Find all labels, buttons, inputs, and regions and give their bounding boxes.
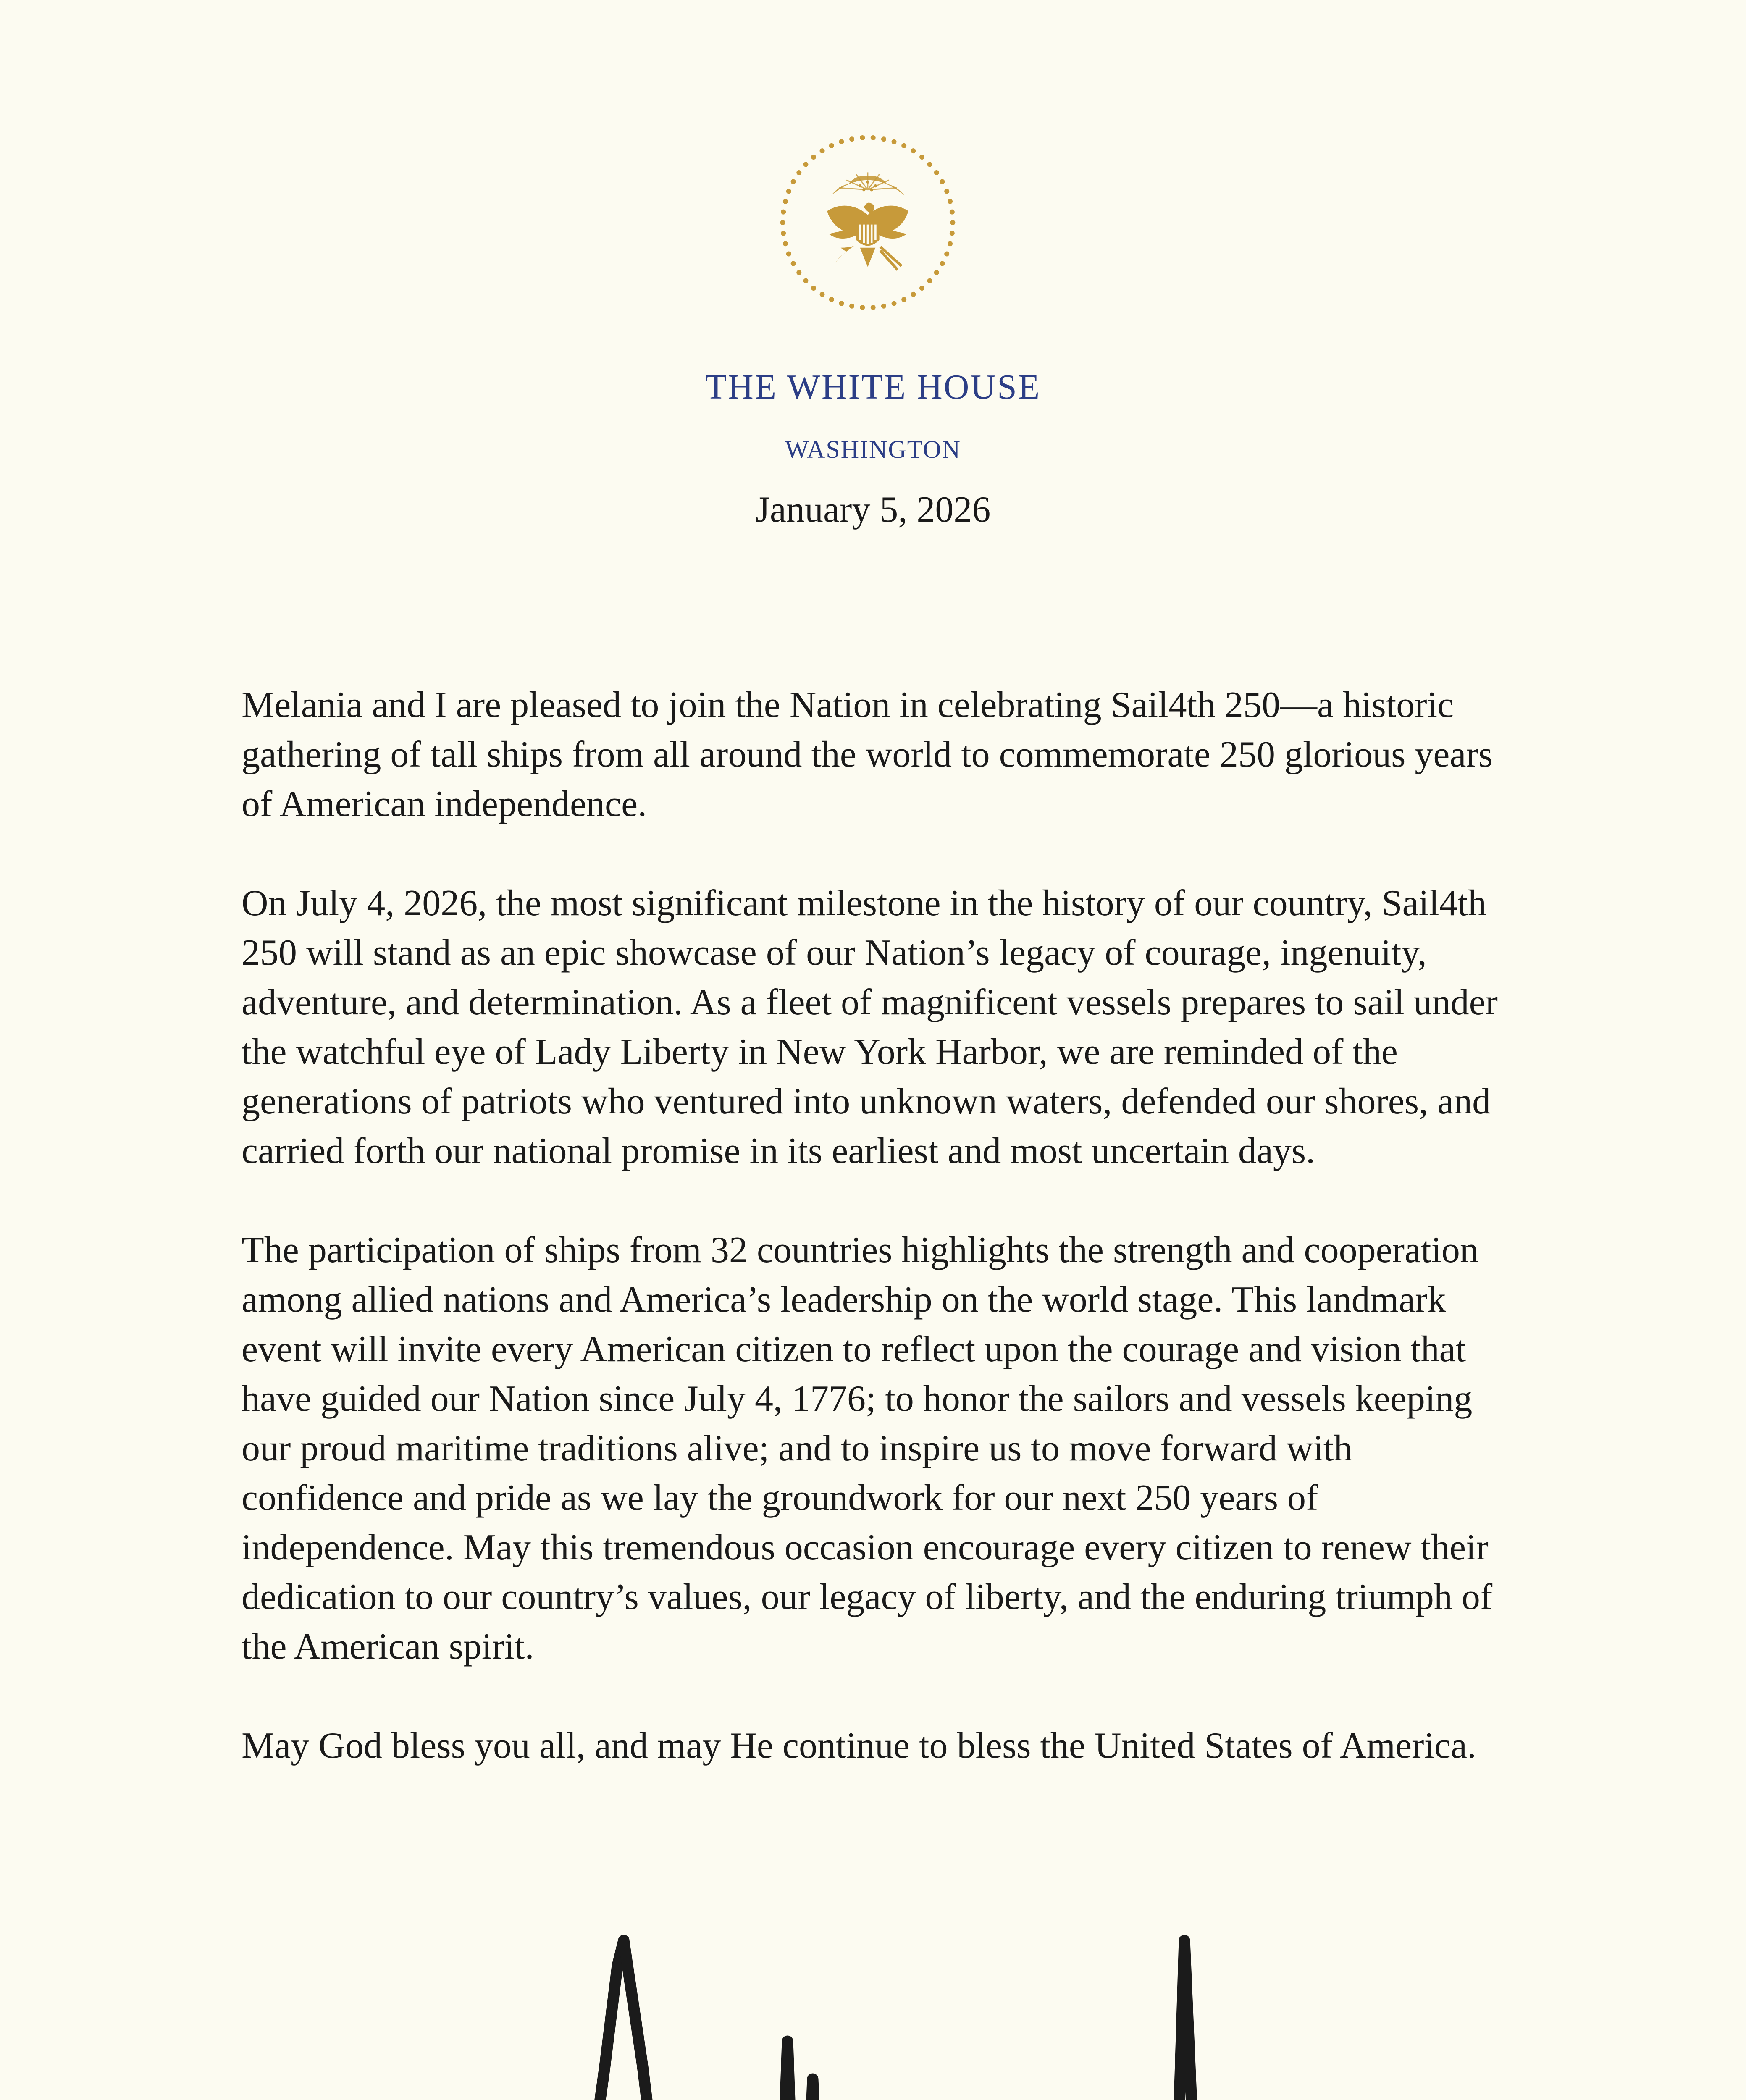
seal-star: [919, 155, 924, 160]
seal-star: [829, 143, 834, 148]
seal-star: [950, 210, 955, 215]
seal-star: [839, 139, 844, 144]
seal-star: [940, 179, 945, 184]
seal-star: [786, 252, 791, 257]
letterhead-title: THE WHITE HOUSE: [705, 368, 1041, 407]
seal-star: [934, 170, 939, 175]
seal-star: [927, 162, 932, 167]
seal-star: [849, 304, 854, 309]
seal-star: [927, 278, 932, 284]
paragraph-2: On July 4, 2026, the most significant milestone in the history of our country, Sail4th 250 will stand as an epic showcase of our Nation’s legacy of courage, ingenuity, adventure, and determination. As a fleet of magnificent vessels prepares to sail under the watchful eye of Lady Liberty in New York Harbor, we are reminded of the generations of patriots who ventured into unknown waters, defended our shores, and carried forth our national promise in its earliest and most uncertain days.: [242, 883, 1498, 1171]
seal-star: [881, 304, 886, 309]
seal-star: [783, 241, 788, 246]
seal-star: [892, 301, 897, 306]
paragraph-3: The participation of ships from 32 countries highlights the strength and cooperation among allied nations and America’s leadership on the world stage. This landmark event will invite every American citizen to reflect upon the courage and vision that have guided our Nation since July 4, 1776; to honor the sailors and vessels keeping our proud maritime traditions alive; and to inspire us to move forward with confidence and pride as we lay the groundwork for our next 250 years of independence. May this tremendous occasion encourage every citizen to renew their dedication to our country’s values, our legacy of liberty, and the enduring triumph of the American spirit.: [242, 1230, 1493, 1667]
seal-star: [811, 155, 816, 160]
seal-star: [791, 261, 796, 266]
presidential-seal-icon: [771, 126, 964, 319]
seal-star: [803, 278, 808, 284]
seal-star: [839, 301, 844, 306]
seal-star: [950, 231, 955, 236]
seal-star: [934, 270, 939, 275]
seal-star: [901, 143, 906, 148]
handwritten-signature-icon: [554, 1915, 1310, 2100]
seal-star: [860, 305, 865, 310]
seal-star: [829, 297, 834, 302]
paragraph-1: Melania and I are pleased to join the Nation in celebrating Sail4th 250—a historic gathering of tall ships from all around the world to commemorate 250 glorious years of American independence.: [242, 685, 1493, 824]
seal-star: [781, 231, 786, 236]
seal-star: [820, 148, 825, 153]
seal-star: [780, 220, 785, 225]
seal-star: [786, 189, 791, 194]
seal-star: [871, 305, 876, 310]
seal-star: [796, 270, 801, 275]
seal-star: [783, 199, 788, 204]
seal-star: [803, 162, 808, 167]
seal-star: [791, 179, 796, 184]
seal-star: [860, 135, 865, 140]
seal-star: [948, 199, 953, 204]
seal-star: [849, 136, 854, 142]
seal-star: [944, 189, 949, 194]
letter-date: January 5, 2026: [755, 489, 991, 530]
seal-star: [811, 286, 816, 291]
letterhead-subtitle: WASHINGTON: [785, 436, 961, 463]
seal-star: [948, 241, 953, 246]
seal-star: [871, 135, 876, 140]
seal-star: [781, 210, 786, 215]
seal-star: [911, 292, 916, 297]
letter-body: [242, 680, 1502, 1820]
seal-star: [950, 220, 955, 225]
seal-star: [944, 252, 949, 257]
seal-star: [901, 297, 906, 302]
seal-star: [881, 136, 886, 142]
seal-star: [911, 148, 916, 153]
seal-star: [892, 139, 897, 144]
paragraph-4: May God bless you all, and may He continue to bless the United States of America.: [242, 1725, 1477, 1766]
seal-star: [820, 292, 825, 297]
seal-star: [796, 170, 801, 175]
seal-star: [940, 261, 945, 266]
seal-star: [919, 286, 924, 291]
